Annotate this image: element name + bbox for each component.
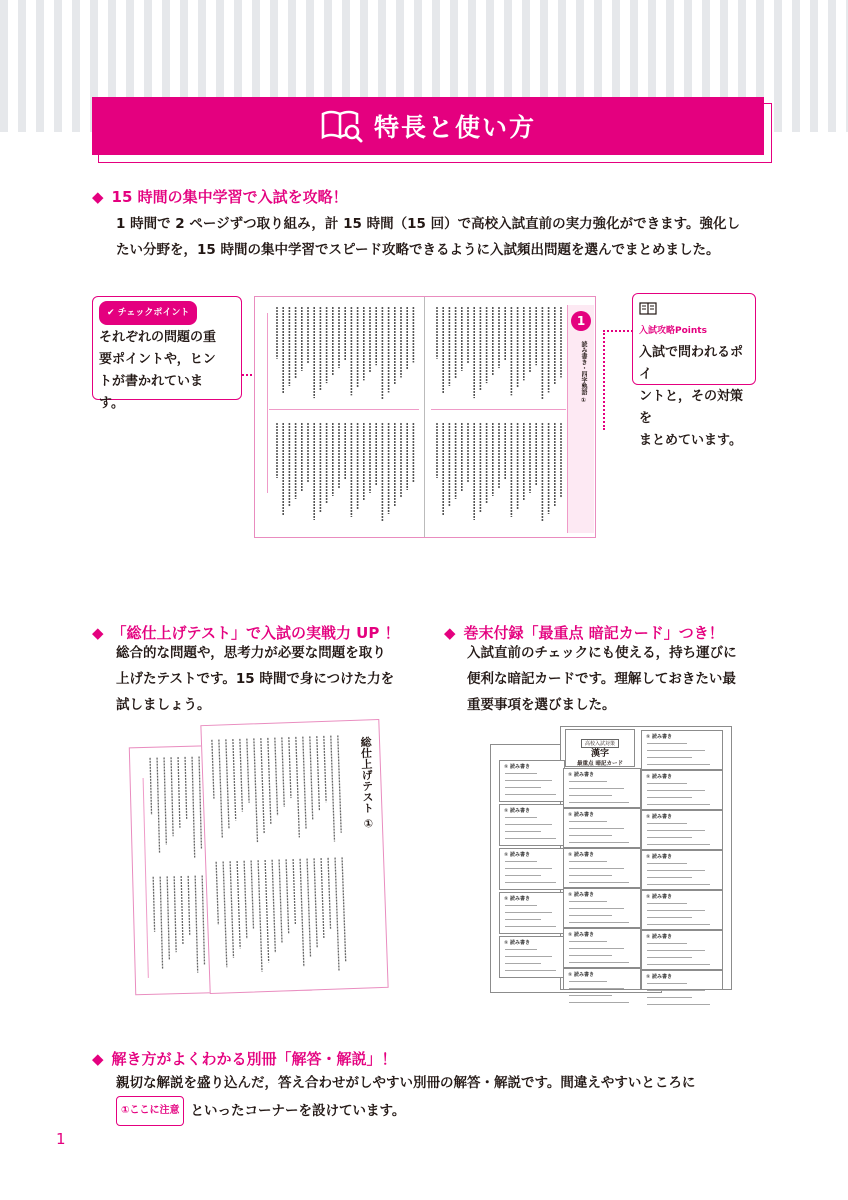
text-column-mark	[150, 758, 151, 815]
textbook-spread-thumbnail	[254, 296, 596, 538]
diamond-bullet-icon: ◆	[92, 623, 104, 642]
flash-card-line	[647, 757, 692, 758]
text-column-mark	[212, 740, 214, 799]
flash-card-line	[647, 910, 705, 911]
flash-card-line	[647, 903, 687, 904]
section1-line2: たい分野を，15 時間の集中学習でスピード攻略できるように入試頻出問題を選んでまとめました。	[116, 242, 720, 258]
flash-card-line	[647, 964, 710, 965]
flash-card-line	[505, 831, 541, 832]
flash-card-line	[647, 870, 705, 871]
section2-heading-text: 「総仕上げテスト」で入試の実戦力 UP ！	[111, 624, 400, 642]
text-column-mark	[244, 861, 247, 939]
flash-card-line	[505, 780, 552, 781]
check-point-tag-label: チェックポイント	[117, 308, 190, 318]
section3-body	[467, 640, 767, 718]
text-column-mark	[307, 859, 310, 958]
text-column-mark	[233, 739, 236, 820]
flash-card	[641, 730, 723, 770]
flash-card-line	[505, 882, 556, 883]
callout-right-line1: 入試で問われるポイ	[639, 345, 744, 382]
flash-card-title: ① 読み書き	[646, 974, 672, 980]
flash-card-line	[647, 924, 710, 925]
section2-line2: 上げたテストです。15 時間で身につけた力を	[116, 671, 395, 687]
flash-card-line	[647, 830, 705, 831]
spread-text-columns	[269, 301, 579, 533]
text-column-mark	[251, 861, 253, 930]
callout-left-line3: トが書かれていま	[99, 374, 204, 389]
flash-card-line	[505, 773, 537, 774]
section4-heading-text: 解き方がよくわかる別冊「解答・解説」！	[111, 1050, 397, 1068]
flash-card-line	[505, 875, 541, 876]
book-search-icon	[320, 106, 364, 146]
diamond-bullet-icon: ◆	[92, 187, 104, 206]
flash-card	[563, 768, 641, 808]
flash-card-line	[647, 877, 692, 878]
text-column-mark	[174, 876, 176, 952]
exam-points-label: 入試攻略Points	[639, 326, 707, 336]
text-column-mark	[167, 876, 169, 960]
text-column-mark	[328, 858, 330, 929]
flash-card-title: ① 読み書き	[568, 972, 594, 978]
exam-points-callout	[632, 293, 756, 448]
flash-card-line	[569, 948, 624, 949]
flash-card-line	[505, 919, 541, 920]
flash-card-line	[505, 861, 537, 862]
flash-card-line	[505, 912, 552, 913]
text-column-mark	[279, 860, 282, 944]
check-icon: ✔	[107, 308, 118, 318]
flash-card-line	[647, 743, 687, 744]
test-front-text	[208, 727, 357, 987]
text-column-mark	[195, 876, 198, 973]
section4-line2-text: といったコーナーを設けています。	[190, 1103, 406, 1119]
flash-card-title: ① 読み書き	[646, 894, 672, 900]
flash-card-line	[569, 868, 624, 869]
flash-card-line	[569, 842, 629, 843]
text-column-mark	[321, 858, 324, 938]
flash-card	[641, 770, 723, 810]
flash-card-line	[569, 901, 607, 902]
text-column-mark	[185, 757, 187, 819]
flash-card	[499, 804, 565, 846]
section3-line1: 入試直前のチェックにも使える，持ち運びに	[467, 645, 737, 661]
text-column-mark	[324, 736, 326, 802]
text-column-mark	[216, 862, 218, 925]
flash-card-line	[569, 1002, 629, 1003]
section4-heading	[92, 1048, 397, 1069]
text-column-mark	[178, 757, 180, 828]
flash-card-line	[569, 835, 612, 836]
text-column-mark	[317, 736, 320, 811]
flash-card-title: ① 読み書き	[504, 764, 530, 770]
open-book-icon	[639, 302, 657, 315]
spread-left-margin	[257, 313, 268, 493]
flash-card-line	[647, 863, 687, 864]
text-column-mark	[296, 737, 300, 838]
text-column-mark	[202, 875, 204, 964]
flash-card	[563, 888, 641, 928]
text-column-mark	[310, 736, 313, 819]
text-column-mark	[335, 858, 339, 972]
flash-card-line	[647, 783, 687, 784]
callout-right-line3: まとめています。	[639, 433, 742, 448]
flash-card	[563, 928, 641, 968]
flash-card	[499, 848, 565, 890]
flash-card-line	[505, 926, 556, 927]
section1-heading	[92, 186, 348, 207]
callout-left-line1: それぞれの問題の重	[99, 330, 217, 345]
flash-card-line	[647, 997, 692, 998]
flash-card-title: ① 読み書き	[504, 852, 530, 858]
test-title-area	[349, 730, 381, 851]
text-column-mark	[265, 860, 269, 962]
flash-card-line	[647, 884, 710, 885]
check-point-tag	[99, 301, 197, 325]
flash-card-line	[505, 868, 552, 869]
text-column-mark	[314, 858, 317, 948]
section4-line2	[116, 1096, 816, 1126]
text-column-mark	[153, 877, 154, 932]
text-column-mark	[282, 737, 284, 807]
flash-card	[641, 930, 723, 970]
text-column-mark	[157, 758, 160, 854]
flash-card-line	[647, 797, 692, 798]
text-column-mark	[338, 735, 341, 832]
flash-card-line	[569, 981, 607, 982]
flash-card	[563, 848, 641, 888]
page-number: 1	[56, 1130, 66, 1148]
page-title: 特長と使い方	[373, 113, 536, 142]
text-column-mark	[342, 857, 346, 962]
flash-card-title: ① 読み書き	[568, 932, 594, 938]
callout-right-leader-v	[603, 330, 605, 430]
flash-card-title: ① 読み書き	[568, 772, 594, 778]
lesson-number-badge: 1	[571, 311, 591, 331]
flash-card-line	[569, 922, 629, 923]
flash-card-line	[569, 795, 612, 796]
card-cover-subtitle: 最重点 暗記カード	[577, 761, 623, 767]
text-column-mark	[230, 861, 233, 958]
flash-card	[499, 892, 565, 934]
flash-card-line	[647, 983, 687, 984]
flash-card-line	[505, 905, 537, 906]
flash-card-line	[647, 790, 705, 791]
flash-card	[499, 760, 565, 802]
flash-card-line	[569, 788, 624, 789]
text-column-mark	[240, 739, 243, 812]
flash-card-line	[569, 988, 624, 989]
text-column-mark	[188, 876, 190, 936]
text-column-mark	[300, 859, 304, 967]
flash-card-title: ① 読み書き	[504, 940, 530, 946]
callout-left-line2: 要ポイントや，ヒン	[99, 352, 216, 367]
text-column-mark	[171, 757, 173, 836]
text-column-mark	[286, 859, 289, 934]
text-column-mark	[331, 736, 335, 842]
callout-left-line4: す。	[99, 396, 124, 411]
section4-body	[116, 1070, 816, 1126]
flash-card	[641, 970, 723, 990]
flash-card-line	[647, 917, 692, 918]
flash-card-line	[569, 861, 607, 862]
callout-right-leader-h	[603, 330, 633, 332]
text-column-mark	[226, 739, 229, 829]
flash-card-line	[569, 995, 612, 996]
text-column-mark	[268, 738, 271, 825]
flash-card-line	[505, 838, 556, 839]
flash-card-line	[569, 941, 607, 942]
section1-line1: 1 時間で 2 ページずつ取り組み，計 15 時間（15 回）で高校入試直前の実力強化ができます。強化し	[116, 216, 741, 232]
flash-card-line	[647, 950, 705, 951]
flash-card-line	[505, 949, 537, 950]
card-cover-label: 高校入試対策	[581, 739, 619, 748]
text-column-mark	[192, 757, 195, 858]
lesson-tab-text: 読み書き・四字熟語 ①	[580, 341, 587, 405]
text-column-mark	[275, 738, 278, 816]
text-column-mark	[247, 739, 249, 803]
flash-card-line	[569, 875, 612, 876]
text-column-mark	[303, 737, 306, 829]
text-column-mark	[164, 757, 166, 844]
flash-card-line	[505, 970, 556, 971]
test-title: 総仕上げテスト ①	[358, 736, 376, 831]
flash-card-title: ① 読み書き	[646, 734, 672, 740]
flash-card-line	[647, 764, 710, 765]
card-cover	[565, 729, 635, 767]
section3-line2: 便利な暗記カードです。理解しておきたい最	[467, 671, 736, 687]
flash-card-line	[569, 802, 629, 803]
flash-card	[563, 968, 641, 990]
flash-card	[641, 810, 723, 850]
flash-card-title: ① 読み書き	[646, 934, 672, 940]
flash-card-title: ① 読み書き	[504, 808, 530, 814]
caution-tag: ①ここに注意	[116, 1096, 184, 1126]
flash-card-line	[569, 915, 612, 916]
flash-card	[499, 936, 565, 978]
section1-heading-text: 15 時間の集中学習で入試を攻略！	[111, 188, 348, 206]
flash-card-line	[647, 957, 692, 958]
text-column-mark	[258, 860, 262, 971]
flash-card-line	[647, 1004, 710, 1005]
flash-card-line	[569, 821, 607, 822]
flash-card-line	[569, 955, 612, 956]
text-column-mark	[160, 877, 162, 969]
section2-line3: 試しましょう。	[116, 697, 211, 713]
flash-card-line	[569, 908, 624, 909]
text-column-mark	[223, 861, 227, 967]
flash-card-line	[647, 804, 710, 805]
flash-card	[641, 890, 723, 930]
flash-card-line	[569, 962, 629, 963]
text-column-mark	[261, 738, 264, 833]
text-column-mark	[181, 876, 183, 944]
diamond-bullet-icon: ◆	[444, 623, 456, 642]
flash-card-line	[647, 750, 705, 751]
flash-card-title: ① 読み書き	[646, 854, 672, 860]
flash-card-line	[647, 844, 710, 845]
exam-points-tag	[639, 298, 749, 342]
flash-card	[563, 808, 641, 848]
title-banner	[92, 97, 764, 155]
text-column-mark	[293, 859, 295, 925]
flash-card-line	[569, 882, 629, 883]
flash-card-title: ① 読み書き	[568, 852, 594, 858]
callout-right-line2: ントと，その対策を	[639, 389, 744, 426]
flash-card-title: ① 読み書き	[504, 896, 530, 902]
section1-body	[116, 211, 816, 263]
section4-line1: 親切な解説を盛り込んだ，答え合わせがしやすい別冊の解答・解説です。間違えやすいところに	[116, 1075, 696, 1091]
flash-card-line	[505, 963, 541, 964]
flash-card-line	[569, 828, 624, 829]
diamond-bullet-icon: ◆	[92, 1049, 104, 1068]
card-cover-title: 漢字	[590, 749, 609, 759]
text-column-mark	[254, 738, 258, 842]
flash-card-line	[647, 837, 692, 838]
section2-body	[116, 640, 416, 718]
check-point-callout	[92, 296, 242, 411]
text-column-mark	[289, 737, 291, 798]
flash-card-title: ① 読み書き	[646, 774, 672, 780]
flash-card-line	[505, 794, 556, 795]
section2-line1: 総合的な問題や，思考力が必要な問題を取り	[116, 645, 386, 661]
flash-card-line	[569, 781, 607, 782]
test-page-front-thumbnail	[200, 719, 388, 994]
text-column-mark	[219, 740, 222, 838]
flash-card-line	[505, 956, 552, 957]
flash-card-line	[647, 990, 705, 991]
flash-card-line	[647, 943, 687, 944]
section3-heading-text: 巻末付録「最重点 暗記カード」つき！	[463, 624, 724, 642]
flash-card-line	[505, 787, 541, 788]
flash-card-line	[505, 824, 552, 825]
flash-card-line	[505, 817, 537, 818]
flash-card-title: ① 読み書き	[568, 812, 594, 818]
text-column-mark	[237, 861, 240, 948]
flash-card-line	[647, 823, 687, 824]
text-column-mark	[272, 860, 275, 953]
flash-card-title: ① 読み書き	[568, 892, 594, 898]
flash-card-title: ① 読み書き	[646, 814, 672, 820]
flash-card	[641, 850, 723, 890]
section3-line3: 重要事項を選びました。	[467, 697, 616, 713]
